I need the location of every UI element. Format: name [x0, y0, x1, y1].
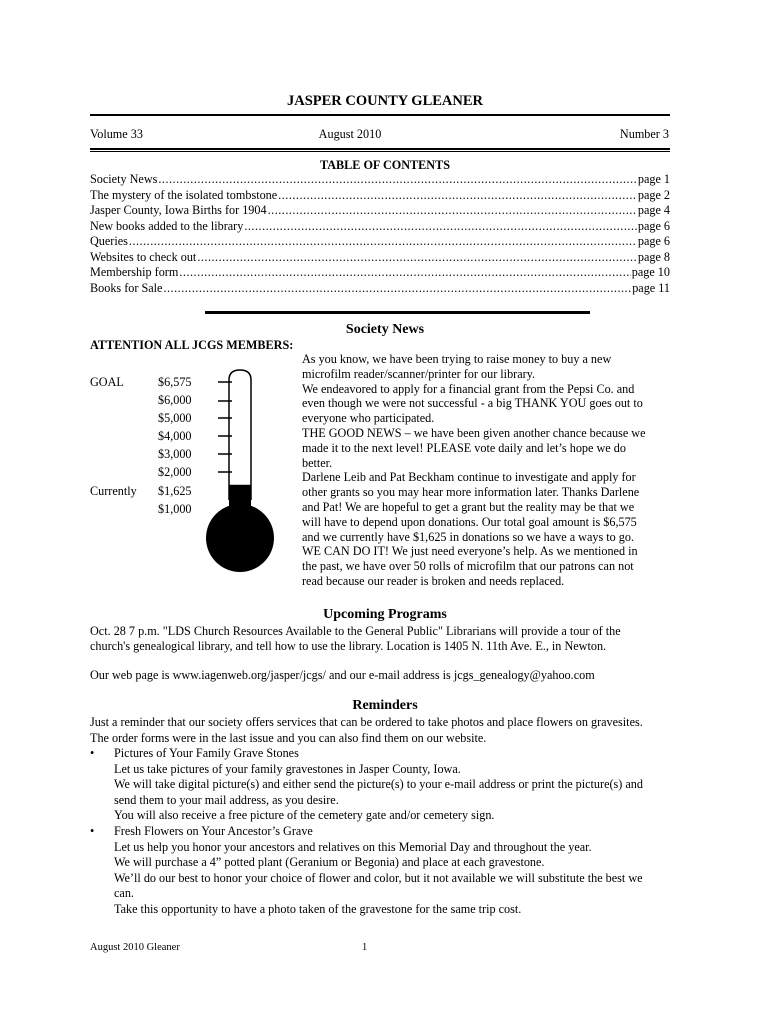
- toc-item: [90, 219, 670, 235]
- toc-item-label: Websites to check out: [90, 249, 197, 264]
- upcoming-programs-text: [90, 624, 621, 654]
- footer-label: August 2010 Gleaner: [90, 942, 180, 953]
- paragraph-line: send them to your mail address, as you desire.: [114, 792, 339, 807]
- toc-item: [90, 203, 670, 219]
- issue-number: Number 3: [619, 127, 669, 141]
- paragraph-line: microfilm reader/scanner/printer for our library.: [302, 366, 536, 381]
- paragraph-line: Darlene Leib and Pat Beckham continue to investigate and apply for: [302, 470, 636, 485]
- reminder-item-photos: [114, 746, 643, 824]
- toc-item-label: Society News: [90, 172, 158, 186]
- paragraph-line: other grants so you may hear more information later. Thanks Darlene: [302, 485, 640, 500]
- section-divider: [205, 311, 590, 314]
- paragraph-line: church's genealogical library, and tell how to use the library. Location is 1405 N. 11th Ave. E., in Newton.: [90, 639, 607, 653]
- toc-item-page: page 8: [637, 249, 670, 264]
- toc-item-page: page 4: [637, 203, 670, 217]
- paragraph-line: everyone who participated.: [302, 411, 435, 426]
- volume-label: Volume 33: [90, 127, 143, 141]
- paragraph-line: As you know, we have been trying to raise money to buy a new: [302, 352, 612, 366]
- reminder-item-flowers: [114, 824, 643, 918]
- toc-item-label: Queries: [90, 234, 128, 248]
- paragraph-line: You will also receive a free picture of the cemetery gate and/or cemetery sign.: [114, 808, 495, 823]
- paragraph-line: better.: [302, 455, 333, 470]
- reminder-item-title: Pictures of Your Family Grave Stones: [114, 746, 299, 760]
- scale-label: $2,000: [158, 465, 192, 479]
- paragraph-line: and we currently have $1,625 in donations so we have a ways to go.: [302, 529, 635, 544]
- table-of-contents: [90, 172, 670, 296]
- paragraph-line: WE CAN DO IT! We just need everyone’s help. As we mentioned in: [302, 544, 638, 559]
- reminders-intro: [90, 715, 643, 746]
- bullet-icon: •: [90, 824, 95, 838]
- paragraph-line: We’ll do our best to honor your choice of flower and color, but it not available we will substitute the best we: [114, 870, 643, 885]
- toc-item-label: The mystery of the isolated tombstone: [90, 187, 278, 202]
- paragraph-line: and Pat! We are hopeful to get a grant but the reality may be that we: [302, 499, 635, 514]
- paragraph-line: We endeavored to apply for a financial grant from the Pepsi Co. and: [302, 381, 635, 396]
- toc-item-page: page 6: [637, 218, 670, 233]
- toc-item-page: page 6: [637, 234, 670, 248]
- bullet-icon: •: [90, 746, 95, 760]
- issue-date: August 2010: [318, 127, 382, 141]
- header-rule-top: [90, 114, 670, 116]
- scale-label: $6,000: [158, 393, 192, 407]
- reminders-heading: Reminders: [352, 698, 418, 713]
- upcoming-programs-heading: Upcoming Programs: [323, 607, 447, 622]
- paragraph-line: read because our reader is broken and needs replaced.: [302, 573, 565, 588]
- paragraph-line: The order forms were in the last issue and you can also find them on our website.: [90, 730, 487, 745]
- toc-item-page: page 11: [632, 280, 670, 295]
- page-number: 1: [362, 942, 368, 953]
- toc-item-page: page 1: [637, 172, 670, 186]
- thermometer-bulb: [206, 504, 274, 572]
- toc-item-page: page 10: [631, 265, 670, 279]
- paragraph-line: Oct. 28 7 p.m. "LDS Church Resources Available to the General Public" Librarians will provide a tour of the: [90, 624, 621, 638]
- paragraph-line: Let us take pictures of your family gravestones in Jasper County, Iowa.: [114, 761, 461, 776]
- paragraph-line: We will purchase a 4” potted plant (Geranium or Begonia) and place at each gravestone.: [114, 855, 545, 870]
- paragraph-line: THE GOOD NEWS – we have been given another chance because we: [302, 425, 646, 440]
- goal-label: GOAL: [90, 375, 124, 389]
- paragraph-line: will have to depend upon donations. Our total goal amount is $6,575: [302, 514, 637, 529]
- toc-item-label: Membership form: [90, 265, 179, 279]
- paragraph-line: even though we were not successful - a big THANK YOU goes out to: [302, 396, 643, 411]
- thermometer-tube: [229, 370, 251, 500]
- toc-item-page: page 2: [637, 187, 670, 202]
- reminder-item-title: Fresh Flowers on Your Ancestor’s Grave: [114, 824, 313, 838]
- scale-label: $1,625: [158, 484, 192, 498]
- toc-item: [90, 172, 670, 188]
- paragraph-line: Take this opportunity to have a photo taken of the gravestone for the same trip cost.: [114, 901, 522, 916]
- toc-item-label: Books for Sale: [90, 280, 163, 295]
- website-email-line: Our web page is www.iagenweb.org/jasper/jcgs/ and our e-mail address is jcgs_genealogy@yahoo.com: [90, 668, 595, 682]
- paragraph-line: the past, we have over 50 rolls of microfilm that our patrons can not: [302, 559, 634, 574]
- scale-label: $1,000: [158, 502, 192, 516]
- scale-label: $5,000: [158, 411, 192, 425]
- scale-label: $4,000: [158, 429, 192, 443]
- scale-label: $3,000: [158, 447, 192, 461]
- paragraph-line: We will take digital picture(s) and either send the picture(s) to your e-mail address or print the picture(s) and: [114, 777, 643, 792]
- paragraph-line: made it to the next level! PLEASE vote daily and let’s hope we do: [302, 440, 626, 455]
- newsletter-title: JASPER COUNTY GLEANER: [286, 93, 484, 109]
- header-rule-bottom: [90, 148, 670, 150]
- scale-label: $6,575: [158, 375, 192, 389]
- currently-label: Currently: [90, 484, 137, 498]
- society-news-paragraph: [302, 352, 645, 589]
- toc-item: [90, 265, 670, 281]
- toc-item-label: New books added to the library: [90, 218, 244, 233]
- society-news-heading: Society News: [345, 322, 425, 337]
- toc-item-label: Jasper County, Iowa Births for 1904: [90, 203, 267, 217]
- toc-item: [90, 188, 670, 204]
- fundraising-thermometer: [200, 360, 280, 590]
- toc-item: [90, 250, 670, 266]
- paragraph-line: Just a reminder that our society offers services that can be ordered to take photos and place flowers on gravesites.: [90, 715, 643, 729]
- attention-heading: ATTENTION ALL JCGS MEMBERS:: [90, 338, 294, 352]
- header-rule-bottom-thin: [90, 151, 670, 152]
- paragraph-line: can.: [114, 886, 134, 901]
- toc-title: TABLE OF CONTENTS: [319, 158, 451, 172]
- toc-item: [90, 234, 670, 250]
- paragraph-line: Let us help you honor your ancestors and relatives on this Memorial Day and throughout the year.: [114, 839, 592, 854]
- toc-item: [90, 281, 670, 297]
